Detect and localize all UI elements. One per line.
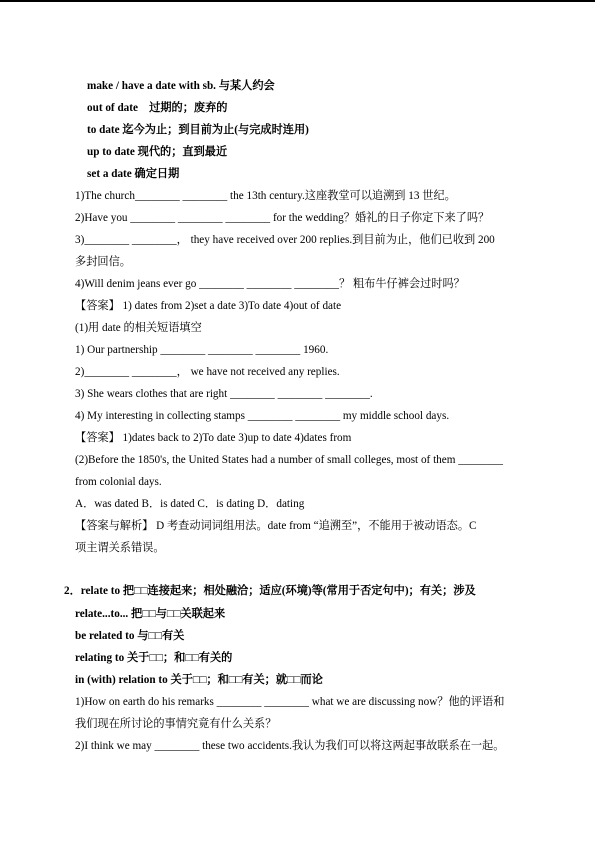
top-rule (0, 0, 595, 2)
section2-exercise2: 2)I think we may ________ these two accidents.我认为我们可以将这两起事故联系在一起。 (75, 740, 505, 752)
section2-heading-line (64, 584, 476, 598)
exercise2-item2: 2)________ ________， we have not received any replies. (75, 366, 340, 378)
exercise1-item1: 1)The church________ ________ the 13th century.这座教堂可以追溯到 13 世纪。 (75, 190, 456, 202)
phrase-to-date: to date 迄今为止；到目前为止(与完成时连用) (87, 124, 309, 136)
phrase-set-a-date: set a date 确定日期 (87, 168, 180, 180)
section2-exercise1: 1)How on earth do his remarks ________ ________ what we are discussing now？他的评语和 (75, 696, 505, 708)
phrase-in-relation-to: in (with) relation to 关于□□；和□□有关；就□□而论 (75, 674, 323, 686)
analysis-line2: 项主谓关系错误。 (75, 542, 165, 554)
phrase-relating-to: relating to 关于□□；和□□有关的 (75, 652, 233, 664)
exercise2-item3: 3) She wears clothes that are right ________ ________ ________. (75, 388, 373, 400)
section-heading: relate to 把□□连接起来；相处融洽；适应(环境)等(常用于否定句中)；有关；涉及 (80, 585, 476, 597)
exercise1-item2: 2)Have you ________ ________ ________ for the wedding？婚礼的日子你定下来了吗？ (75, 212, 490, 224)
answer1: 【答案】 1) dates from 2)set a date 3)To date 4)out of date (75, 300, 342, 312)
phrase-be-related-to: be related to 与□□有关 (75, 630, 185, 642)
exercise1-item3-cont: 多封回信。 (75, 256, 131, 268)
phrase-out-of-date: out of date 过期的；废弃的 (87, 102, 228, 114)
phrase-make-have-a-date: make / have a date with sb. 与某人约会 (87, 80, 275, 92)
analysis-line1: 【答案与解析】 D 考查动词词组用法。date from “追溯至”，不能用于被动语态。C (75, 520, 477, 532)
question2-line1: (2)Before the 1850's, the United States had a number of small colleges, most of them ________ (75, 454, 503, 466)
answer2: 【答案】 1)dates back to 2)To date 3)up to date 4)dates from (75, 432, 352, 444)
phrase-up-to-date: up to date 现代的；直到最近 (87, 146, 228, 158)
question2-line2: from colonial days. (75, 476, 162, 488)
exercise2-item4: 4) My interesting in collecting stamps ________ ________ my middle school days. (75, 410, 450, 422)
exercise1-item3: 3)________ ________， they have received over 200 replies.到目前为止，他们已收到 200 (75, 234, 495, 246)
section-number: 2． (64, 585, 81, 597)
section2-exercise1-cont: 我们现在所讨论的事情究竟有什么关系？ (75, 718, 277, 730)
options: A．was dated B．is dated C．is dating D．dating (75, 498, 305, 510)
exercise1-item4: 4)Will denim jeans ever go ________ ________ ________？ 粗布牛仔裤会过时吗？ (75, 278, 465, 290)
phrase-relate-to: relate...to... 把□□与□□关联起来 (75, 608, 226, 620)
exercise2-item1: 1) Our partnership ________ ________ ________ 1960. (75, 344, 329, 356)
fill-title: (1)用 date 的相关短语填空 (75, 322, 202, 334)
